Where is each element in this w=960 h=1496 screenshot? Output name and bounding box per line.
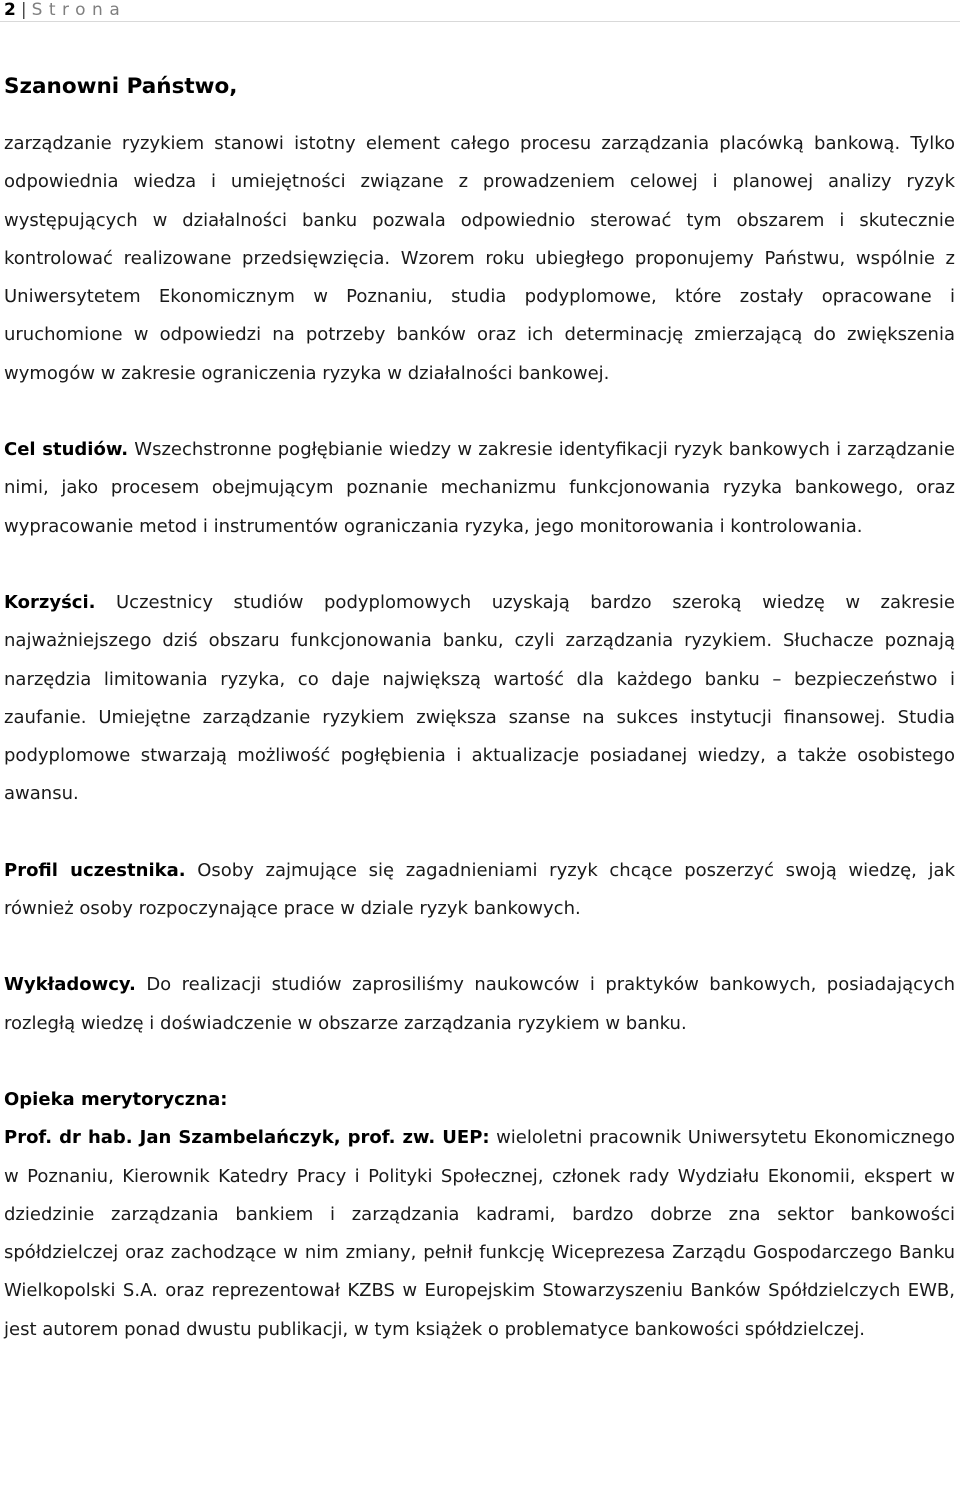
greeting: Szanowni Państwo, bbox=[4, 74, 238, 99]
opieka-person: Prof. dr hab. Jan Szambelańczyk, prof. zw. UEP: bbox=[4, 1127, 490, 1149]
document-body bbox=[4, 68, 955, 1349]
wykladowcy-paragraph bbox=[4, 966, 955, 1043]
header-separator: | bbox=[20, 0, 27, 20]
page-header bbox=[0, 0, 960, 22]
cel-paragraph bbox=[4, 431, 955, 546]
opieka-text: wieloletni pracownik Uniwersytetu Ekonomicznego w Poznaniu, Kierownik Katedry Pracy i Polityki Społecznej, członek rady Wydziału Ekonomii, ekspert w dziedzinie zarządzania bankiem i zarządzania kadrami, bardzo dobrze zna sektor bankowości spółdzielczej oraz zachodzące w nim zmiany, pełnił funkcję Wiceprezesa Zarządu Gospodarczego Banku Wielkopolski S.A. oraz reprezentował KZBS w Europejskim Stowarzyszeniu Banków Spółdzielczych EWB, jest autorem ponad dwustu publikacji, w tym książek o problematyce bankowości spółdzielczej. bbox=[4, 1127, 955, 1340]
page-number: 2 bbox=[4, 0, 16, 20]
profil-text: Osoby zajmujące się zagadnieniami ryzyk chcące poszerzyć swoją wiedzę, jak również osoby rozpoczynające prace w dziale ryzyk bankowych. bbox=[4, 859, 955, 920]
profil-paragraph bbox=[4, 852, 955, 929]
korzysci-heading: Korzyści. bbox=[4, 591, 96, 613]
cel-text: Wszechstronne pogłębianie wiedzy w zakresie identyfikacji ryzyk bankowych i zarządzanie nimi, jako procesem obejmującym poznanie mechanizmu funkcjonowania ryzyka bankowego, oraz wypracowanie metod i instrumentów ograniczania ryzyka, jego monitorowania i kontrolowania. bbox=[4, 439, 955, 537]
page-word: Strona bbox=[31, 0, 127, 20]
intro-paragraph: zarządzanie ryzykiem stanowi istotny element całego procesu zarządzania placówką bankową. Tylko odpowiednia wiedza i umiejętności związane z prowadzeniem celowej i planowej analizy ryzyk występujących w działalności banku pozwala odpowiednio sterować tym obszarem i skutecznie kontrolować realizowane przedsięwzięcia. Wzorem roku ubiegłego proponujemy Państwu, wspólnie z Uniwersytetem Ekonomicznym w Poznaniu, studia podyplomowe, które zostały opracowane i uruchomione w odpowiedzi na potrzeby banków oraz ich determinację zmierzającą do zwiększenia wymogów w zakresie ograniczenia ryzyka w działalności bankowej. bbox=[4, 133, 955, 384]
opieka-paragraph bbox=[4, 1119, 955, 1349]
wykladowcy-text: Do realizacji studiów zaprosiliśmy naukowców i praktyków bankowych, posiadających rozległą wiedzę i doświadczenie w obszarze zarządzania ryzykiem w banku. bbox=[4, 974, 955, 1034]
wykladowcy-heading: Wykładowcy. bbox=[4, 974, 136, 996]
profil-heading: Profil uczestnika. bbox=[4, 859, 186, 881]
korzysci-text: Uczestnicy studiów podyplomowych uzyskają bardzo szeroką wiedzę w zakresie najważniejszego dziś obszaru funkcjonowania banku, czyli zarządzania ryzykiem. Słuchacze poznają narzędzia limitowania ryzyka, co daje największą wartość dla każdego banku – bezpieczeństwo i zaufanie. Umiejętne zarządzanie ryzykiem zwiększa szanse na sukces instytucji finansowej. Studia podyplomowe stwarzają możliwość pogłębienia i aktualizacje posiadanej wiedzy, a także osobistego awansu. bbox=[4, 591, 955, 805]
opieka-title: Opieka merytoryczna: bbox=[4, 1088, 228, 1110]
cel-heading: Cel studiów. bbox=[4, 439, 129, 461]
korzysci-paragraph bbox=[4, 584, 955, 814]
